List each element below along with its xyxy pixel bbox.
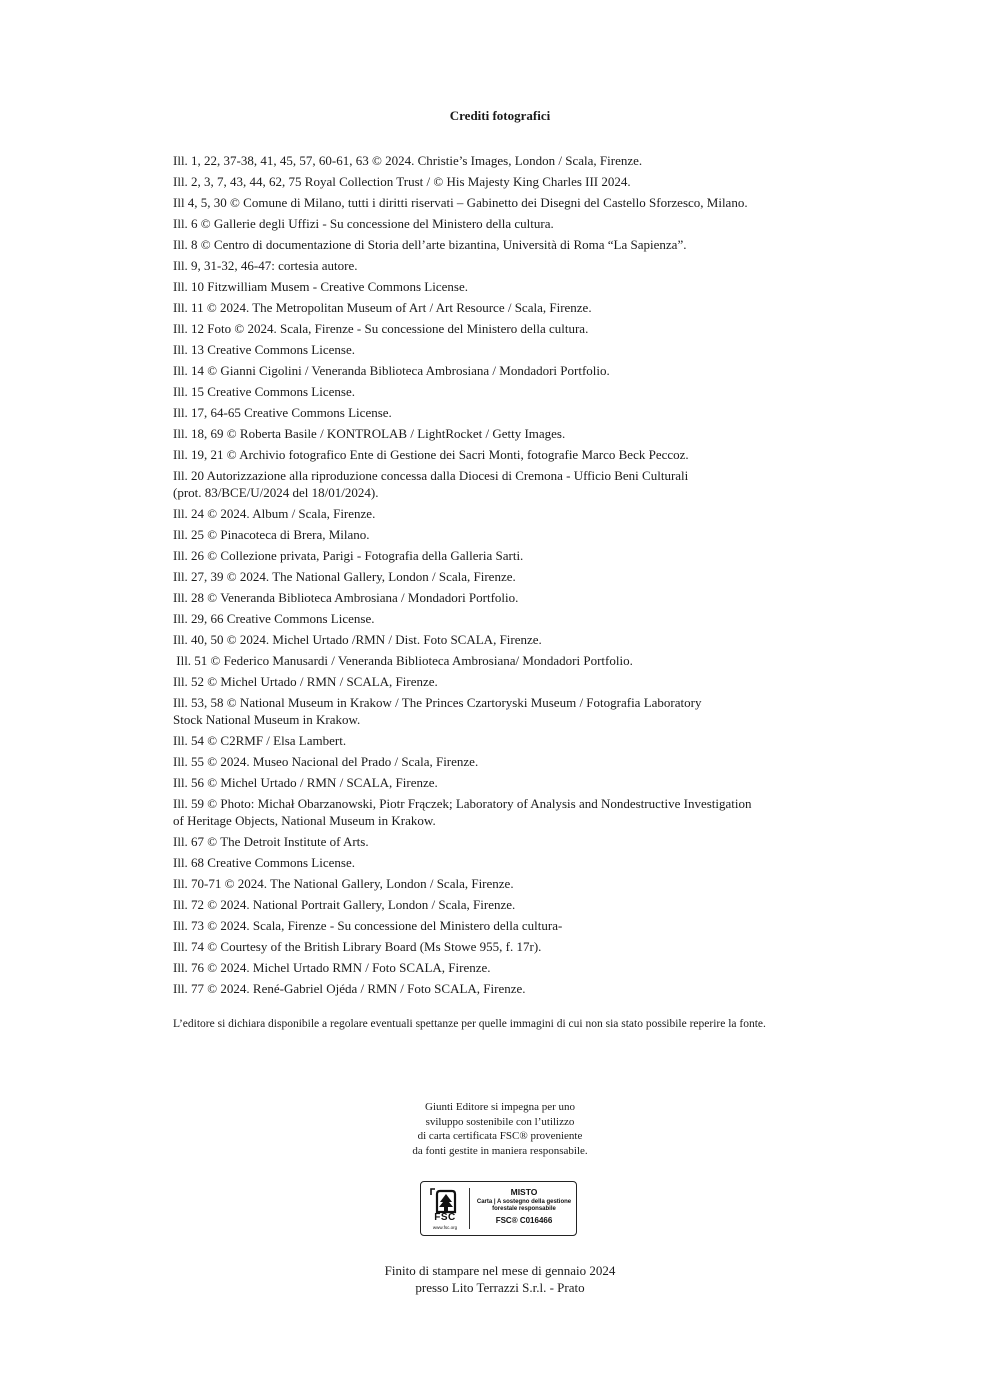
credit-text: Ill. 51 © Federico Manusardi / Veneranda Biblioteca Ambrosiana/ Mondadori Portfolio. (173, 653, 633, 668)
credit-entry (173, 917, 853, 934)
credit-text: (prot. 83/BCE/U/2024 del 18/01/2024). (173, 485, 379, 500)
sustainability-line: di carta certificata FSC® proveniente (417, 1130, 583, 1142)
fsc-description: Carta | A sostegno della gestione forestale responsabile (476, 1199, 572, 1212)
credit-text: Ill. 14 © Gianni Cigolini / Veneranda Biblioteca Ambrosiana / Mondadori Portfolio. (173, 363, 610, 378)
credit-entry (173, 652, 853, 669)
credit-text: Ill. 17, 64-65 Creative Commons License. (173, 405, 392, 420)
credit-entry (173, 299, 853, 316)
credit-text: Ill. 26 © Collezione privata, Parigi - Fotografia della Galleria Sarti. (173, 548, 524, 563)
credit-text: Ill. 15 Creative Commons License. (173, 384, 355, 399)
credit-text: Ill. 55 © 2024. Museo Nacional del Prado / Scala, Firenze. (173, 754, 479, 769)
credit-text: Ill. 68 Creative Commons License. (173, 855, 355, 870)
credit-text: Ill. 77 © 2024. René-Gabriel Ojéda / RMN / Foto SCALA, Firenze. (173, 981, 526, 996)
credit-entry (173, 194, 853, 211)
credits-list (173, 152, 853, 1001)
credit-entry (173, 173, 853, 190)
credit-entry (173, 425, 853, 442)
credit-text: Ill. 40, 50 © 2024. Michel Urtado /RMN / Dist. Foto SCALA, Firenze. (173, 632, 542, 647)
credit-entry (173, 257, 853, 274)
credit-text: Ill. 56 © Michel Urtado / RMN / SCALA, Firenze. (173, 775, 438, 790)
credit-entry (173, 896, 853, 913)
credit-entry (173, 694, 853, 728)
credit-entry (173, 938, 853, 955)
credit-entry (173, 341, 853, 358)
credit-text: Ill. 6 © Gallerie degli Uffizi - Su concessione del Ministero della cultura. (173, 216, 554, 231)
sustainability-note (0, 1100, 1000, 1158)
credit-text: Ill. 9, 31-32, 46-47: cortesia autore. (173, 258, 358, 273)
credit-text: Stock National Museum in Krakow. (173, 712, 361, 727)
credit-text: Ill. 29, 66 Creative Commons License. (173, 611, 375, 626)
credit-text: Ill. 70-71 © 2024. The National Gallery, London / Scala, Firenze. (173, 876, 514, 891)
credit-entry (173, 610, 853, 627)
credit-entry (173, 320, 853, 337)
credit-entry (173, 446, 853, 463)
credit-entry (173, 547, 853, 564)
credit-text: Ill. 74 © Courtesy of the British Library Board (Ms Stowe 955, f. 17r). (173, 939, 542, 954)
page-title: Crediti fotografici (449, 108, 551, 123)
fsc-category: MISTO (510, 1187, 538, 1197)
credit-entry (173, 404, 853, 421)
credit-entry (173, 505, 853, 522)
credit-entry (173, 833, 853, 850)
credit-text: Ill. 27, 39 © 2024. The National Gallery, London / Scala, Firenze. (173, 569, 516, 584)
credit-entry (173, 795, 853, 829)
credit-text: Ill. 11 © 2024. The Metropolitan Museum of Art / Art Resource / Scala, Firenze. (173, 300, 592, 315)
credit-text: Ill. 25 © Pinacoteca di Brera, Milano. (173, 527, 370, 542)
credit-text: Ill. 12 Foto © 2024. Scala, Firenze - Su concessione del Ministero della cultura. (173, 321, 589, 336)
credit-text: Ill. 59 © Photo: Michał Obarzanowski, Piotr Frączek; Laboratory of Analysis and Nondestructive Investigation (173, 796, 752, 811)
credit-text: Ill. 20 Autorizzazione alla riproduzione concessa dalla Diocesi di Cremona - Ufficio Beni Culturali (173, 468, 689, 483)
fsc-label (475, 1187, 573, 1226)
credit-entry (173, 362, 853, 379)
credit-entry (173, 152, 853, 169)
credit-entry (173, 383, 853, 400)
credit-text: Ill 4, 5, 30 © Comune di Milano, tutti i diritti riservati – Gabinetto dei Disegni del Castello Sforzesco, Milano. (173, 195, 748, 210)
credit-entry (173, 980, 853, 997)
credit-text: Ill. 10 Fitzwilliam Musem - Creative Commons License. (173, 279, 468, 294)
credit-text: Ill. 72 © 2024. National Portrait Gallery, London / Scala, Firenze. (173, 897, 516, 912)
sustainability-line: Giunti Editore si impegna per uno (425, 1101, 575, 1113)
fsc-certification-logo (420, 1181, 577, 1236)
fsc-divider (469, 1188, 470, 1229)
credit-text: Ill. 13 Creative Commons License. (173, 342, 355, 357)
credit-text: Ill. 73 © 2024. Scala, Firenze - Su concessione del Ministero della cultura- (173, 918, 563, 933)
credit-entry (173, 774, 853, 791)
fsc-url: www.fsc.org (432, 1225, 458, 1230)
credit-text: Ill. 1, 22, 37-38, 41, 45, 57, 60-61, 63 © 2024. Christie’s Images, London / Scala, Firenze. (173, 153, 643, 168)
credit-entry (173, 875, 853, 892)
printer-colophon (0, 1262, 1000, 1296)
fsc-license-code: FSC® C016466 (495, 1216, 553, 1225)
printer-line: Finito di stampare nel mese di gennaio 2024 (384, 1263, 616, 1278)
credit-entry (173, 732, 853, 749)
credit-text: Ill. 8 © Centro di documentazione di Storia dell’arte bizantina, Università di Roma “La Sapienza”. (173, 237, 687, 252)
credit-entry (173, 959, 853, 976)
credit-entry (173, 215, 853, 232)
sustainability-line: sviluppo sostenibile con l’utilizzo (425, 1115, 575, 1128)
sustainability-line: da fonti gestite in maniera responsabile. (412, 1144, 588, 1157)
credit-entry (173, 854, 853, 871)
credit-entry (173, 631, 853, 648)
printer-line: presso Lito Terrazzi S.r.l. - Prato (415, 1280, 585, 1295)
credit-entry (173, 467, 853, 501)
credit-text: Ill. 67 © The Detroit Institute of Arts. (173, 834, 369, 849)
credit-entry (173, 589, 853, 606)
credit-text: Ill. 54 © C2RMF / Elsa Lambert. (173, 733, 347, 748)
credit-text: Ill. 52 © Michel Urtado / RMN / SCALA, Firenze. (173, 674, 438, 689)
credit-entry (173, 753, 853, 770)
credit-entry (173, 236, 853, 253)
credit-text: Ill. 19, 21 © Archivio fotografico Ente di Gestione dei Sacri Monti, fotografie Marco Beck Peccoz. (173, 447, 689, 462)
credit-text: Ill. 28 © Veneranda Biblioteca Ambrosiana / Mondadori Portfolio. (173, 590, 519, 605)
credit-text: Ill. 76 © 2024. Michel Urtado RMN / Foto SCALA, Firenze. (173, 960, 491, 975)
credit-text: Ill. 24 © 2024. Album / Scala, Firenze. (173, 506, 376, 521)
credit-entry (173, 278, 853, 295)
fsc-brand: FSC (434, 1212, 456, 1223)
credit-text: Ill. 18, 69 © Roberta Basile / KONTROLAB / LightRocket / Getty Images. (173, 426, 566, 441)
credit-entry (173, 568, 853, 585)
credit-text: of Heritage Objects, National Museum in Krakow. (173, 813, 436, 828)
credit-entry (173, 673, 853, 690)
editor-disclaimer: L’editore si dichiara disponibile a regolare eventuali spettanze per quelle immagini di cui non sia stato possibile reperire la fonte. (173, 1018, 766, 1030)
credit-text: Ill. 2, 3, 7, 43, 44, 62, 75 Royal Collection Trust / © His Majesty King Charles III 2024. (173, 174, 631, 189)
credit-text: Ill. 53, 58 © National Museum in Krakow / The Princes Czartoryski Museum / Fotografia Laboratory (173, 695, 702, 710)
credit-entry (173, 526, 853, 543)
